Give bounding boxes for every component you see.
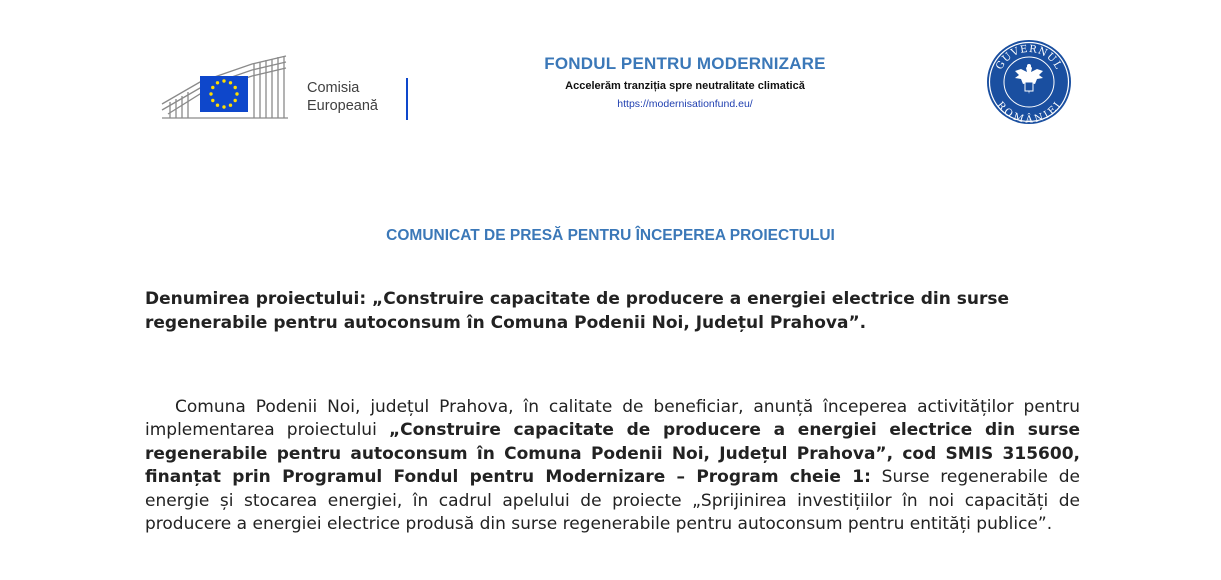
modernisation-fund-header <box>470 54 900 110</box>
paragraph-project-bold: „Construire capacitate de producere a energiei electrice din surse regenerabile pentru autoconsum în Comuna Podenii Noi, Județul Prahova”, cod SMIS 315600, finanțat prin Programul Fondul pentru Modernizare – Program cheie 1: <box>145 420 1080 488</box>
svg-text:ROMÂNIEI: ROMÂNIEI <box>994 99 1064 126</box>
press-release-title: COMUNICAT DE PRESĂ PENTRU ÎNCEPEREA PROIECTULUI <box>386 227 835 244</box>
paragraph-part1: Comuna Podenii Noi, județul Prahova, în calitate de beneficiar, anunță începerea activităților pentru implementarea proiectului <box>145 397 1080 441</box>
coat-of-arms-seal-icon <box>985 38 1073 126</box>
svg-text:GUVERNUL: GUVERNUL <box>994 43 1064 72</box>
fund-url-link[interactable]: https://modernisationfund.eu/ <box>617 98 753 110</box>
ec-wordmark <box>307 79 378 115</box>
fund-subtitle: Accelerăm tranziția spre neutralitate climatică <box>565 80 805 92</box>
european-commission-logo <box>160 52 415 122</box>
paragraph-part3: Surse regenerabile de energie și stocarea energiei, în cadrul apelului de proiecte „Sprijinirea investițiilor în noi capacități de producere a energiei electrice produsă din surse regenerabile pentru autoconsum pentru entități publice”. <box>145 467 1080 535</box>
announcement-paragraph <box>145 396 1080 536</box>
ec-divider <box>406 78 408 120</box>
fund-title: FONDUL PENTRU MODERNIZARE <box>544 54 826 73</box>
ec-wordmark-line2: Europeană <box>307 98 378 114</box>
ec-building-flag-icon <box>160 52 300 122</box>
ec-wordmark-line1: Comisia <box>307 80 360 96</box>
project-name: Denumirea proiectului: „Construire capacitate de producere a energiei electrice din surse regenerabile pentru autoconsum în Comuna Podenii Noi, Județul Prahova”. <box>145 289 1010 333</box>
government-romania-seal <box>985 38 1073 126</box>
